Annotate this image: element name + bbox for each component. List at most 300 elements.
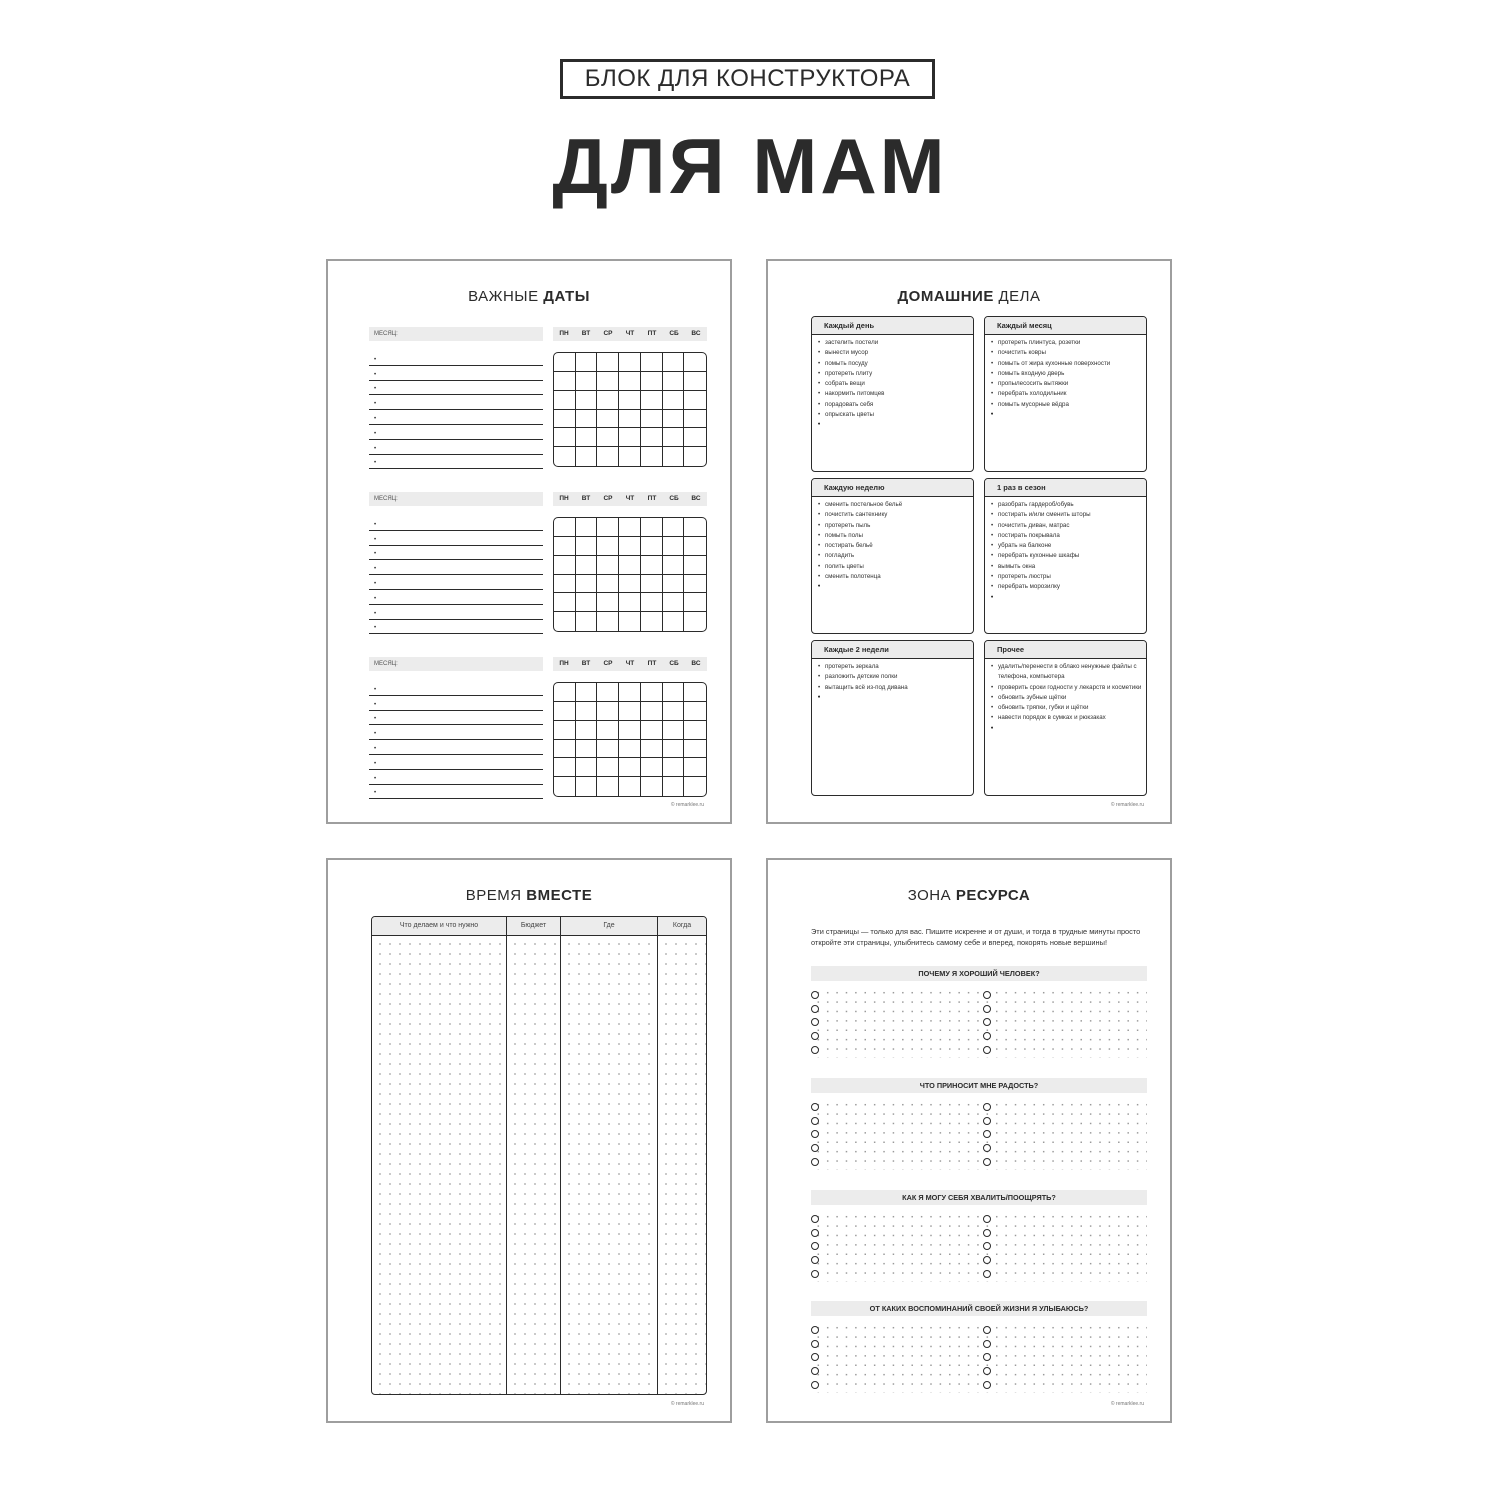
calendar-cell[interactable] bbox=[663, 593, 685, 612]
calendar-cell[interactable] bbox=[619, 683, 641, 702]
column-header-budget: Бюджет bbox=[507, 917, 561, 935]
month-label[interactable]: МЕСЯЦ: bbox=[369, 327, 543, 341]
calendar-cell[interactable] bbox=[576, 683, 598, 702]
calendar-cell[interactable] bbox=[684, 593, 706, 612]
calendar-cell[interactable] bbox=[684, 372, 706, 391]
note-line[interactable] bbox=[369, 740, 543, 755]
weekday-label: СБ bbox=[669, 495, 679, 502]
weekday-label: ПТ bbox=[647, 660, 657, 667]
calendar-cell[interactable] bbox=[597, 353, 619, 372]
chore-item[interactable]: • накормить питомцев bbox=[818, 389, 969, 399]
bullet: • bbox=[374, 521, 377, 528]
dotted-answer-area[interactable] bbox=[811, 1321, 1147, 1393]
bullet: • bbox=[374, 790, 377, 797]
calendar-cell[interactable] bbox=[576, 556, 598, 575]
note-line[interactable] bbox=[369, 590, 543, 605]
calendar-cell[interactable] bbox=[576, 575, 598, 594]
calendar-cell[interactable] bbox=[663, 575, 685, 594]
calendar-cell[interactable] bbox=[663, 518, 685, 537]
chore-item[interactable]: • вытащить всё из-под дивана bbox=[818, 683, 969, 693]
calendar-cell[interactable] bbox=[619, 372, 641, 391]
answer-checkbox[interactable] bbox=[811, 1215, 819, 1223]
chore-box-title: Каждый месяц bbox=[985, 317, 1146, 335]
dotted-column-when[interactable] bbox=[658, 936, 706, 1394]
dotted-answer-area[interactable] bbox=[811, 1210, 1147, 1282]
chore-box bbox=[984, 478, 1147, 634]
calendar-cell[interactable] bbox=[663, 683, 685, 702]
calendar-cell[interactable] bbox=[597, 777, 619, 796]
calendar-cell[interactable] bbox=[663, 777, 685, 796]
page-household-chores bbox=[766, 259, 1172, 824]
calendar-cell[interactable] bbox=[641, 612, 663, 631]
calendar-cell[interactable] bbox=[641, 702, 663, 721]
weekday-header bbox=[553, 657, 707, 671]
note-line[interactable] bbox=[369, 351, 543, 366]
bullet: • bbox=[374, 610, 377, 617]
calendar-cell[interactable] bbox=[554, 721, 576, 740]
weekday-label: ВТ bbox=[581, 495, 591, 502]
bullet: • bbox=[374, 775, 377, 782]
answer-checkbox[interactable] bbox=[811, 1103, 819, 1111]
column-header-when: Когда bbox=[672, 922, 692, 929]
calendar-cell[interactable] bbox=[684, 721, 706, 740]
notes-lines bbox=[369, 681, 543, 799]
chore-item[interactable]: • протереть плинтуса, розетки bbox=[991, 338, 1142, 348]
chore-item[interactable]: • обновить зубные щётки bbox=[991, 693, 1142, 703]
calendar-cell[interactable] bbox=[576, 353, 598, 372]
note-line[interactable] bbox=[369, 711, 543, 726]
calendar-cell[interactable] bbox=[554, 758, 576, 777]
chore-list bbox=[812, 500, 973, 582]
calendar-cell[interactable] bbox=[663, 702, 685, 721]
bullet: • bbox=[374, 386, 377, 393]
answer-checkbox[interactable] bbox=[983, 1117, 991, 1125]
calendar-cell[interactable] bbox=[554, 593, 576, 612]
weekday-label: ПН bbox=[559, 660, 569, 667]
calendar-cell[interactable] bbox=[684, 428, 706, 447]
calendar-cell[interactable] bbox=[576, 593, 598, 612]
calendar-cell[interactable] bbox=[554, 777, 576, 796]
calendar-cell[interactable] bbox=[641, 721, 663, 740]
calendar-cell[interactable] bbox=[554, 683, 576, 702]
answer-checkbox[interactable] bbox=[811, 1340, 819, 1348]
chore-item[interactable]: • постирать бельё bbox=[818, 541, 969, 551]
calendar-cell[interactable] bbox=[619, 353, 641, 372]
calendar-cell[interactable] bbox=[663, 428, 685, 447]
copyright-note: © remarklee.ru bbox=[1110, 1401, 1144, 1407]
month-label[interactable]: МЕСЯЦ: bbox=[369, 657, 543, 671]
answer-checkbox[interactable] bbox=[983, 1005, 991, 1013]
calendar-cell[interactable] bbox=[663, 556, 685, 575]
chore-item[interactable]: • разложить детские полки bbox=[818, 672, 969, 682]
answer-checkbox[interactable] bbox=[811, 1158, 819, 1166]
note-line[interactable] bbox=[369, 531, 543, 546]
calendar-cell[interactable] bbox=[684, 410, 706, 429]
chore-list bbox=[812, 662, 973, 693]
subtitle-label: БЛОК ДЛЯ КОНСТРУКТОРА bbox=[560, 59, 935, 99]
dotted-answer-area[interactable] bbox=[811, 986, 1147, 1058]
page-title bbox=[768, 288, 1170, 305]
month-block bbox=[369, 327, 707, 467]
answer-checkbox[interactable] bbox=[811, 1005, 819, 1013]
calendar-cell[interactable] bbox=[597, 612, 619, 631]
weekday-label: ВС bbox=[691, 660, 701, 667]
calendar-cell[interactable] bbox=[554, 556, 576, 575]
chore-item[interactable]: • собрать вещи bbox=[818, 379, 969, 389]
weekday-header bbox=[553, 327, 707, 341]
calendar-cell[interactable] bbox=[576, 702, 598, 721]
bullet: • bbox=[374, 551, 377, 558]
note-line[interactable] bbox=[369, 605, 543, 620]
calendar-cell[interactable] bbox=[684, 556, 706, 575]
calendar-cell[interactable] bbox=[619, 537, 641, 556]
chore-item[interactable]: • застелить постели bbox=[818, 338, 969, 348]
chore-item[interactable]: • протереть пыль bbox=[818, 521, 969, 531]
bullet: • bbox=[374, 625, 377, 632]
chore-item[interactable]: • почистить сантехнику bbox=[818, 510, 969, 520]
note-line[interactable] bbox=[369, 425, 543, 440]
chore-item[interactable]: • сменить постельное бельё bbox=[818, 500, 969, 510]
calendar-cell[interactable] bbox=[619, 777, 641, 796]
calendar-cell[interactable] bbox=[576, 410, 598, 429]
weekday-label: ПТ bbox=[647, 495, 657, 502]
calendar-cell[interactable] bbox=[641, 740, 663, 759]
chore-box bbox=[811, 478, 974, 634]
chore-item[interactable]: • помыть посуду bbox=[818, 359, 969, 369]
chore-item[interactable]: • удалить/перенести в облако ненужные файлы с телефона, компьютера bbox=[991, 662, 1142, 683]
weekday-label: СР bbox=[603, 330, 613, 337]
calendar-cell[interactable] bbox=[576, 537, 598, 556]
calendar-cell[interactable] bbox=[641, 353, 663, 372]
calendar-cell[interactable] bbox=[619, 556, 641, 575]
weekday-label: ВС bbox=[691, 330, 701, 337]
calendar-cell[interactable] bbox=[576, 428, 598, 447]
calendar-cell[interactable] bbox=[597, 593, 619, 612]
chore-item[interactable]: • почистить ковры bbox=[991, 348, 1142, 358]
dotted-answer-area[interactable] bbox=[811, 1098, 1147, 1170]
page-title-light: ЗОНА bbox=[907, 887, 952, 904]
weekday-label: ПТ bbox=[647, 330, 657, 337]
calendar-cell[interactable] bbox=[597, 575, 619, 594]
note-line[interactable] bbox=[369, 395, 543, 410]
calendar-cell[interactable] bbox=[684, 740, 706, 759]
calendar-cell[interactable] bbox=[554, 428, 576, 447]
calendar-cell[interactable] bbox=[597, 428, 619, 447]
intro-text: Эти страницы — только для вас. Пишите искренне и от души, и тогда в трудные минуты просто откройте эти страницы, улыбнитесь самому себе и вперед, покорять новые вершины! bbox=[811, 927, 1141, 947]
calendar-cell[interactable] bbox=[554, 447, 576, 466]
chore-item[interactable]: • помыть мусорные вёдра bbox=[991, 400, 1142, 410]
calendar-grid bbox=[553, 517, 707, 632]
calendar-cell[interactable] bbox=[597, 518, 619, 537]
bullet: • bbox=[374, 371, 377, 378]
note-line[interactable] bbox=[369, 546, 543, 561]
calendar-cell[interactable] bbox=[619, 593, 641, 612]
weekday-label: СР bbox=[603, 495, 613, 502]
calendar-cell[interactable] bbox=[641, 575, 663, 594]
note-line[interactable] bbox=[369, 455, 543, 470]
calendar-cell[interactable] bbox=[597, 410, 619, 429]
calendar-cell[interactable] bbox=[663, 612, 685, 631]
chore-box-title: Прочее bbox=[985, 641, 1146, 659]
calendar-cell[interactable] bbox=[684, 447, 706, 466]
question-block bbox=[811, 1078, 1147, 1173]
calendar-cell[interactable] bbox=[619, 758, 641, 777]
answer-checkbox[interactable] bbox=[983, 1215, 991, 1223]
calendar-cell[interactable] bbox=[576, 612, 598, 631]
column-header-where: Где bbox=[561, 917, 658, 935]
page-resource-zone bbox=[766, 858, 1172, 1423]
chore-item[interactable]: • постирать и/или сменить шторы bbox=[991, 510, 1142, 520]
calendar-grid bbox=[553, 352, 707, 467]
calendar-cell[interactable] bbox=[554, 410, 576, 429]
chore-item[interactable]: • перебрать холодильник bbox=[991, 389, 1142, 399]
calendar-cell[interactable] bbox=[597, 683, 619, 702]
calendar-cell[interactable] bbox=[663, 758, 685, 777]
calendar-cell[interactable] bbox=[663, 740, 685, 759]
calendar-cell[interactable] bbox=[619, 612, 641, 631]
question-block bbox=[811, 966, 1147, 1061]
answer-checkbox[interactable] bbox=[983, 1229, 991, 1237]
calendar-cell[interactable] bbox=[554, 575, 576, 594]
calendar-cell[interactable] bbox=[684, 683, 706, 702]
chore-item[interactable]: • обновить тряпки, губки и щётки bbox=[991, 703, 1142, 713]
question-heading: ПОЧЕМУ Я ХОРОШИЙ ЧЕЛОВЕК? bbox=[811, 966, 1147, 981]
calendar-cell[interactable] bbox=[597, 537, 619, 556]
calendar-cell[interactable] bbox=[619, 740, 641, 759]
chore-item[interactable]: • протереть люстры bbox=[991, 572, 1142, 582]
weekday-label: ВТ bbox=[581, 660, 591, 667]
weekday-label: ВТ bbox=[581, 330, 591, 337]
calendar-cell[interactable] bbox=[684, 391, 706, 410]
page-title bbox=[328, 887, 730, 904]
calendar-cell[interactable] bbox=[641, 683, 663, 702]
page-title bbox=[768, 887, 1170, 904]
calendar-cell[interactable] bbox=[576, 518, 598, 537]
note-line[interactable] bbox=[369, 516, 543, 531]
calendar-cell[interactable] bbox=[684, 537, 706, 556]
calendar-cell[interactable] bbox=[554, 612, 576, 631]
chore-item[interactable]: • полить цветы bbox=[818, 562, 969, 572]
chore-box bbox=[811, 640, 974, 796]
calendar-cell[interactable] bbox=[597, 702, 619, 721]
bullet: • bbox=[374, 686, 377, 693]
dotted-column-activity[interactable] bbox=[372, 936, 507, 1394]
calendar-cell[interactable] bbox=[619, 518, 641, 537]
chore-item[interactable]: • опрыскать цветы bbox=[818, 410, 969, 420]
chore-item[interactable]: • погладить bbox=[818, 551, 969, 561]
chore-list bbox=[985, 662, 1146, 724]
note-line[interactable] bbox=[369, 560, 543, 575]
month-block bbox=[369, 492, 707, 632]
calendar-cell[interactable] bbox=[663, 410, 685, 429]
weekday-label: ВС bbox=[691, 495, 701, 502]
note-line[interactable] bbox=[369, 785, 543, 800]
chore-item[interactable]: • протереть плиту bbox=[818, 369, 969, 379]
calendar-cell[interactable] bbox=[597, 447, 619, 466]
calendar-cell[interactable] bbox=[641, 518, 663, 537]
calendar-cell[interactable] bbox=[684, 612, 706, 631]
answer-checkbox[interactable] bbox=[983, 991, 991, 999]
calendar-cell[interactable] bbox=[554, 702, 576, 721]
chore-item[interactable]: • помыть от жира кухонные поверхности bbox=[991, 359, 1142, 369]
calendar-cell[interactable] bbox=[619, 391, 641, 410]
chore-list bbox=[985, 500, 1146, 593]
chore-item[interactable]: • убрать на балконе bbox=[991, 541, 1142, 551]
calendar-cell[interactable] bbox=[576, 740, 598, 759]
notes-lines bbox=[369, 351, 543, 469]
calendar-cell[interactable] bbox=[641, 556, 663, 575]
month-label[interactable]: МЕСЯЦ: bbox=[369, 492, 543, 506]
bullet: • bbox=[374, 580, 377, 587]
answer-checkbox[interactable] bbox=[983, 1326, 991, 1334]
calendar-cell[interactable] bbox=[663, 391, 685, 410]
page-title bbox=[328, 288, 730, 305]
note-line[interactable] bbox=[369, 440, 543, 455]
chore-box-title: Каждые 2 недели bbox=[812, 641, 973, 659]
answer-checkbox[interactable] bbox=[811, 1046, 819, 1054]
calendar-cell[interactable] bbox=[641, 447, 663, 466]
calendar-cell[interactable] bbox=[576, 758, 598, 777]
chore-item[interactable]: • постирать покрывала bbox=[991, 531, 1142, 541]
calendar-cell[interactable] bbox=[576, 447, 598, 466]
chore-item[interactable]: • порадовать себя bbox=[818, 400, 969, 410]
calendar-cell[interactable] bbox=[619, 447, 641, 466]
answer-checkbox[interactable] bbox=[811, 1326, 819, 1334]
page-title-bold: РЕСУРСА bbox=[955, 887, 1031, 904]
calendar-cell[interactable] bbox=[641, 391, 663, 410]
chore-item[interactable]: • разобрать гардероб/обувь bbox=[991, 500, 1142, 510]
note-line[interactable] bbox=[369, 696, 543, 711]
calendar-cell[interactable] bbox=[576, 721, 598, 740]
note-line[interactable] bbox=[369, 755, 543, 770]
calendar-cell[interactable] bbox=[619, 721, 641, 740]
chore-item[interactable]: • протереть зеркала bbox=[818, 662, 969, 672]
calendar-cell[interactable] bbox=[619, 575, 641, 594]
calendar-cell[interactable] bbox=[554, 537, 576, 556]
calendar-cell[interactable] bbox=[663, 372, 685, 391]
answer-checkbox[interactable] bbox=[983, 1158, 991, 1166]
answer-checkbox[interactable] bbox=[983, 1340, 991, 1348]
calendar-cell[interactable] bbox=[641, 410, 663, 429]
note-line[interactable] bbox=[369, 381, 543, 396]
note-line[interactable] bbox=[369, 725, 543, 740]
note-line[interactable] bbox=[369, 681, 543, 696]
dotted-column-where[interactable] bbox=[561, 936, 658, 1394]
calendar-cell[interactable] bbox=[597, 372, 619, 391]
calendar-cell[interactable] bbox=[663, 721, 685, 740]
calendar-cell[interactable] bbox=[641, 372, 663, 391]
calendar-cell[interactable] bbox=[641, 593, 663, 612]
page-title-light: ВРЕМЯ bbox=[465, 887, 522, 904]
calendar-cell[interactable] bbox=[641, 758, 663, 777]
calendar-cell[interactable] bbox=[619, 702, 641, 721]
bullet: • bbox=[374, 701, 377, 708]
answer-checkbox[interactable] bbox=[811, 1117, 819, 1125]
calendar-cell[interactable] bbox=[554, 353, 576, 372]
bullet: • bbox=[374, 595, 377, 602]
calendar-cell[interactable] bbox=[554, 391, 576, 410]
chore-item[interactable]: • перебрать кухонные шкафы bbox=[991, 551, 1142, 561]
calendar-cell[interactable] bbox=[684, 518, 706, 537]
copyright-note: © remarklee.ru bbox=[670, 802, 704, 808]
note-line[interactable] bbox=[369, 410, 543, 425]
plans-table bbox=[371, 916, 707, 1395]
chore-item[interactable]: • навести порядок в сумках и рюкзаках bbox=[991, 713, 1142, 723]
calendar-cell[interactable] bbox=[684, 702, 706, 721]
answer-checkbox[interactable] bbox=[811, 1381, 819, 1389]
chore-item[interactable]: • пропылесосить вытяжки bbox=[991, 379, 1142, 389]
question-heading: КАК Я МОГУ СЕБЯ ХВАЛИТЬ/ПООЩРЯТЬ? bbox=[811, 1190, 1147, 1205]
bullet: • bbox=[374, 536, 377, 543]
page-title-light: ВАЖНЫЕ bbox=[468, 288, 539, 305]
dotted-column-budget[interactable] bbox=[507, 936, 561, 1394]
bullet: • bbox=[374, 401, 377, 408]
calendar-cell[interactable] bbox=[641, 428, 663, 447]
bullet: • bbox=[374, 460, 377, 467]
chore-item[interactable]: • сменить полотенца bbox=[818, 572, 969, 582]
answer-checkbox[interactable] bbox=[983, 1381, 991, 1389]
bullet: • bbox=[374, 716, 377, 723]
column-header-activity: Что делаем и что нужно bbox=[372, 917, 507, 935]
chore-item[interactable]: • почистить диван, матрас bbox=[991, 521, 1142, 531]
answer-checkbox[interactable] bbox=[811, 991, 819, 999]
calendar-cell[interactable] bbox=[619, 410, 641, 429]
calendar-cell[interactable] bbox=[597, 758, 619, 777]
calendar-cell[interactable] bbox=[597, 721, 619, 740]
note-line[interactable] bbox=[369, 366, 543, 381]
answer-checkbox[interactable] bbox=[983, 1103, 991, 1111]
note-line[interactable] bbox=[369, 620, 543, 635]
copyright-note: © remarklee.ru bbox=[670, 1401, 704, 1407]
calendar-cell[interactable] bbox=[554, 740, 576, 759]
table-body bbox=[372, 936, 706, 1394]
calendar-cell[interactable] bbox=[684, 353, 706, 372]
calendar-cell[interactable] bbox=[619, 428, 641, 447]
calendar-cell[interactable] bbox=[684, 777, 706, 796]
chore-item[interactable]: • помыть входную дверь bbox=[991, 369, 1142, 379]
answer-checkbox[interactable] bbox=[983, 1046, 991, 1054]
note-line[interactable] bbox=[369, 770, 543, 785]
chore-item[interactable]: • перебрать морозилку bbox=[991, 582, 1142, 592]
answer-checkbox[interactable] bbox=[983, 1270, 991, 1278]
calendar-cell[interactable] bbox=[576, 372, 598, 391]
chore-item[interactable]: • проверить сроки годности у лекарств и косметики bbox=[991, 683, 1142, 693]
calendar-cell[interactable] bbox=[597, 556, 619, 575]
calendar-cell[interactable] bbox=[663, 537, 685, 556]
chore-item[interactable]: • помыть полы bbox=[818, 531, 969, 541]
calendar-cell[interactable] bbox=[641, 777, 663, 796]
calendar-cell[interactable] bbox=[554, 372, 576, 391]
answer-checkbox[interactable] bbox=[811, 1229, 819, 1237]
calendar-cell[interactable] bbox=[576, 777, 598, 796]
answer-checkbox[interactable] bbox=[811, 1270, 819, 1278]
calendar-cell[interactable] bbox=[554, 518, 576, 537]
chore-item[interactable]: • вымыть окна bbox=[991, 562, 1142, 572]
chore-item[interactable]: • вынести мусор bbox=[818, 348, 969, 358]
weekday-label: СР bbox=[603, 660, 613, 667]
weekday-label: ЧТ bbox=[625, 660, 635, 667]
chore-box bbox=[984, 640, 1147, 796]
calendar-cell[interactable] bbox=[684, 758, 706, 777]
calendar-cell[interactable] bbox=[684, 575, 706, 594]
calendar-cell[interactable] bbox=[597, 740, 619, 759]
calendar-cell[interactable] bbox=[663, 447, 685, 466]
calendar-cell[interactable] bbox=[597, 391, 619, 410]
note-line[interactable] bbox=[369, 575, 543, 590]
calendar-cell[interactable] bbox=[641, 537, 663, 556]
calendar-cell[interactable] bbox=[663, 353, 685, 372]
calendar-cell[interactable] bbox=[576, 391, 598, 410]
